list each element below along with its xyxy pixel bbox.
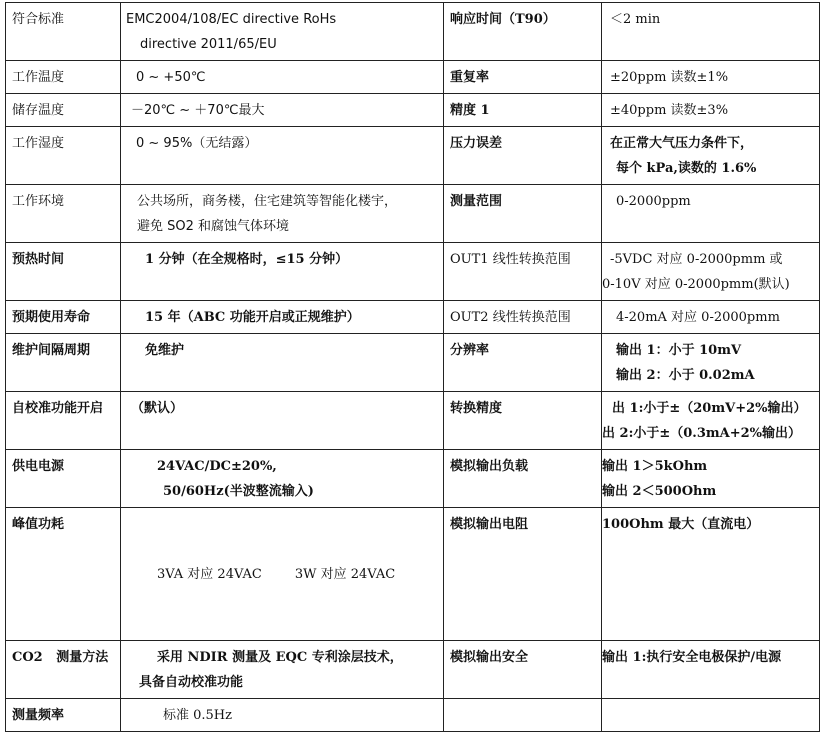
- value-humidity: [121, 127, 444, 185]
- value-line: 在正常大气压力条件下，: [610, 136, 754, 151]
- value-line: （默认）: [131, 401, 184, 416]
- value-line: 1 分钟（在全规格时，≤15 分钟）: [145, 252, 349, 267]
- label-analog-safety: 模拟输出安全: [444, 641, 602, 699]
- value-line: 出 1:小于±（20mV+2%输出）: [612, 401, 807, 416]
- label-storage-temp: 储存温度: [6, 94, 121, 127]
- value-standard: [121, 3, 444, 61]
- value-line: 24VAC/DC±20%,: [157, 459, 277, 474]
- value-self-calibration: [121, 392, 444, 450]
- label-peak-power: 峰值功耗: [6, 508, 121, 641]
- value-line: －20℃ ~ ＋70℃最大: [131, 103, 265, 118]
- value-line: -5VDC 对应 0-2000pmm 或: [610, 252, 783, 267]
- label-analog-resistance: 模拟输出电阻: [444, 508, 602, 641]
- value-line: 0-10V 对应 0-2000pmm(默认): [602, 277, 790, 292]
- value-measure-frequency: [121, 699, 444, 732]
- spec-row-standard: [6, 3, 820, 61]
- value-line: 输出 1:执行安全电极保护/电源: [602, 650, 782, 665]
- spec-row-humidity: [6, 127, 820, 185]
- value-line: 50/60Hz(半波整流输入): [163, 484, 314, 499]
- value-line: 输出 1＞5kOhm: [602, 459, 708, 474]
- spec-row-self-calibration: [6, 392, 820, 450]
- value-line: directive 2011/65/EU: [140, 37, 277, 52]
- value-line: 0 ~ +50℃: [136, 70, 206, 85]
- value-accuracy: [602, 94, 820, 127]
- label-resolution: 分辨率: [444, 334, 602, 392]
- spec-row-storage-temp: [6, 94, 820, 127]
- value-maintenance: [121, 334, 444, 392]
- value-pressure-error: [602, 127, 820, 185]
- value-line: 出 2:小于±（0.3mA+2%输出）: [602, 426, 802, 441]
- value-power-supply: [121, 450, 444, 508]
- value-line: 0-2000ppm: [616, 194, 691, 209]
- value-environment: [121, 185, 444, 243]
- label-environment: 工作环境: [6, 185, 121, 243]
- label-self-calibration: 自校准功能开启: [6, 392, 121, 450]
- value-line: 避免 SO2 和腐蚀气体环境: [137, 219, 290, 234]
- value-line: 具备自动校准功能: [139, 675, 244, 690]
- label-conversion-accuracy: 转换精度: [444, 392, 602, 450]
- spec-row-measure-frequency: [6, 699, 820, 732]
- value-line: 4-20mA 对应 0-2000pmm: [616, 310, 780, 325]
- value-line: 标准 0.5Hz: [163, 708, 232, 723]
- value-line: 0 ~ 95%（无结露）: [136, 136, 258, 151]
- label-standard: 符合标准: [6, 3, 121, 61]
- value-conversion-accuracy: [602, 392, 820, 450]
- value-line: 公共场所，商务楼，住宅建筑等智能化楼宇，: [137, 194, 398, 209]
- label-lifetime: 预期使用寿命: [6, 301, 121, 334]
- value-line: 100Ohm 最大（直流电）: [602, 517, 760, 532]
- label-analog-load: 模拟输出负载: [444, 450, 602, 508]
- label-operating-temp: 工作温度: [6, 61, 121, 94]
- label-humidity: 工作湿度: [6, 127, 121, 185]
- label-pressure-error: 压力误差: [444, 127, 602, 185]
- value-line: 每个 kPa,读数的 1.6%: [616, 161, 757, 176]
- spec-table: [5, 2, 820, 732]
- label-repeatability: 重复率: [444, 61, 602, 94]
- label-power-supply: 供电电源: [6, 450, 121, 508]
- label-response-time: 响应时间（T90）: [444, 3, 602, 61]
- value-empty: [602, 699, 820, 732]
- value-line: 采用 NDIR 测量及 EQC 专利涂层技术，: [157, 650, 403, 665]
- label-warmup: 预热时间: [6, 243, 121, 301]
- value-line: 输出 2＜500Ohm: [602, 484, 717, 499]
- value-line: ±20ppm 读数±1%: [610, 70, 729, 85]
- label-out1-range: OUT1 线性转换范围: [444, 243, 602, 301]
- spec-row-power-supply: [6, 450, 820, 508]
- value-line: ±40ppm 读数±3%: [610, 103, 729, 118]
- value-line: EMC2004/108/EC directive RoHs: [126, 12, 337, 27]
- value-analog-load: [602, 450, 820, 508]
- value-operating-temp: [121, 61, 444, 94]
- value-lifetime: [121, 301, 444, 334]
- spec-row-environment: [6, 185, 820, 243]
- label-empty: [444, 699, 602, 732]
- value-out2-range: [602, 301, 820, 334]
- spec-row-maintenance: [6, 334, 820, 392]
- value-response-time: [602, 3, 820, 61]
- value-line: 免维护: [145, 343, 185, 358]
- value-line: 输出 1：小于 10mV: [616, 343, 742, 358]
- label-maintenance: 维护间隔周期: [6, 334, 121, 392]
- value-analog-resistance: [602, 508, 820, 641]
- value-storage-temp: [121, 94, 444, 127]
- spec-row-peak-power: [6, 508, 820, 641]
- spec-row-measure-method: [6, 641, 820, 699]
- value-line: 15 年（ABC 功能开启或正规维护）: [145, 310, 360, 325]
- value-peak-power: [121, 508, 444, 641]
- label-measure-frequency: 测量频率: [6, 699, 121, 732]
- label-measure-method: CO2 测量方法: [6, 641, 121, 699]
- label-measure-range: 测量范围: [444, 185, 602, 243]
- value-line: ＜2 min: [610, 12, 661, 27]
- value-analog-safety: [602, 641, 820, 699]
- label-accuracy: 精度 1: [444, 94, 602, 127]
- value-measure-method: [121, 641, 444, 699]
- value-resolution: [602, 334, 820, 392]
- value-line: 输出 2：小于 0.02mA: [616, 368, 755, 383]
- value-measure-range: [602, 185, 820, 243]
- label-out2-range: OUT2 线性转换范围: [444, 301, 602, 334]
- spec-row-lifetime: [6, 301, 820, 334]
- value-line: 3VA 对应 24VAC 3W 对应 24VAC: [157, 567, 396, 582]
- value-warmup: [121, 243, 444, 301]
- value-repeatability: [602, 61, 820, 94]
- value-out1-range: [602, 243, 820, 301]
- spec-row-operating-temp: [6, 61, 820, 94]
- spec-row-warmup: [6, 243, 820, 301]
